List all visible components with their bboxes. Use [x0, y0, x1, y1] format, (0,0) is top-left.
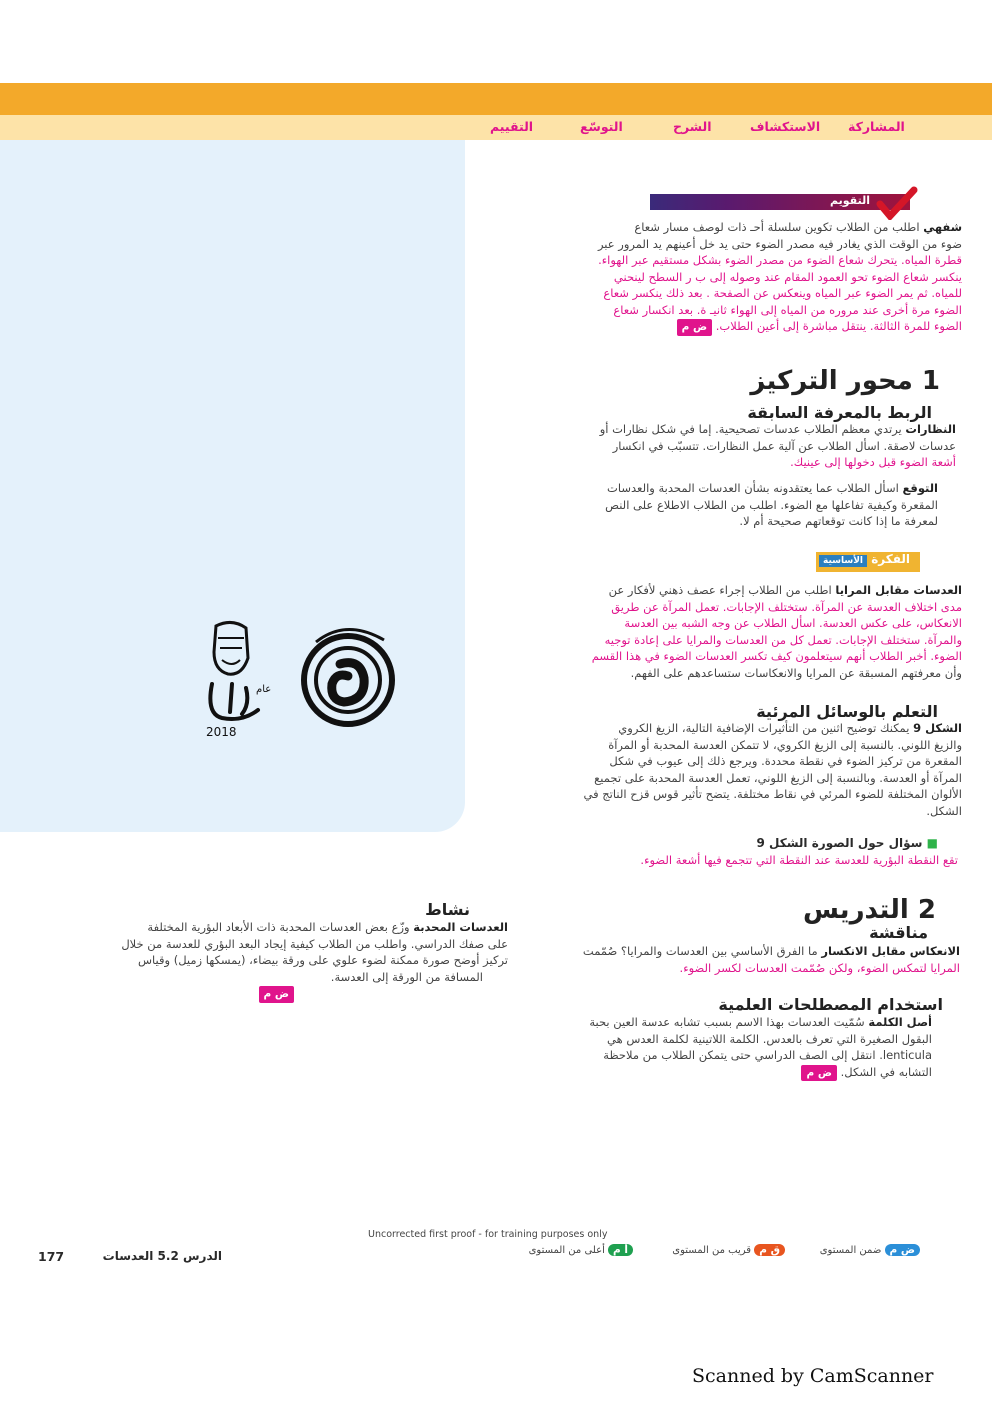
teach-number: 2 [917, 895, 936, 925]
prior-text [496, 421, 956, 471]
prior-lead: النظارات [905, 422, 956, 436]
predict-line: اسأل الطلاب عما يعتقدونه بشأن العدسات المحدبة والعدسات [607, 481, 899, 495]
page-number: 177 [38, 1249, 65, 1264]
predict-line: لمعرفة ما إذا كانت توقعاتهم صحيحة أم لا. [739, 514, 938, 528]
predict-lead: التوقع [902, 481, 938, 495]
prior-line: عدسات لاصقة. اسأل الطلاب عن آلية عمل النظارات. تتسبّب في انكسار [612, 438, 956, 453]
level-badge: ض م [259, 986, 294, 1003]
discussion-line: المرايا لتمكس الضوء، ولكن صُمّمت العدسات لكسر الضوء. [679, 960, 960, 975]
level-on-label: ضمن المستوى [819, 1245, 882, 1256]
figure-question-label: سؤال حول الصورة الشكل 9 [756, 836, 923, 850]
visual-line: الألوان المختلفة للضوء المرئي في نقاط مختلفة. يتضح تأثير قوس قزح الناتج في [583, 787, 962, 801]
top-banner [0, 83, 992, 115]
level-above-label: أعلى من المستوى [528, 1245, 605, 1256]
focus-title: محور التركيز [750, 366, 913, 396]
predict-line: المقعرة وكيفية تفاعلها مع الضوء. اطلب من الطلاب الاطلاع على النص [605, 497, 938, 512]
proof-notice: Uncorrected first proof - for training purposes only [368, 1229, 608, 1240]
terms-line: lenticula. انتقل إلى الصف الدراسي حتى يتمكن الطلاب من ملاحظة [603, 1048, 932, 1062]
terms-lead: أصل الكلمة [868, 1015, 932, 1029]
key-idea-label: الفكرة [871, 552, 910, 566]
activity-lead: العدسات المحدبة [413, 920, 508, 934]
level-badge: ض م [677, 319, 712, 336]
level-on-icon: ض م [885, 1244, 920, 1256]
terms-line: البقول الصغيرة التي تعرف بالعدس. الكلمة اللاتينية لكلمة العدس هي [607, 1031, 932, 1046]
discussion-lead: الانعكاس مقابل الانكسار [821, 944, 960, 958]
bullet-icon: ■ [926, 836, 938, 850]
teach-title: التدريس [803, 895, 909, 925]
predict-text [496, 480, 938, 530]
zayed-year-logo [202, 618, 282, 742]
focus-number: 1 [921, 366, 940, 396]
level-approaching-icon: ق م [754, 1244, 785, 1256]
nav-engage: المشاركة [848, 119, 905, 134]
figure-question-answer: تقع النقطة البؤرية للعدسة عند النقطة التي تتجمع فيها أشعة الضوء. [640, 853, 958, 867]
nav-evaluate: التقييم [490, 119, 534, 134]
nav-elaborate: التوسّع [580, 119, 623, 134]
svg-text:2018: 2018 [206, 725, 237, 739]
teach-heading [700, 895, 936, 925]
visual-line: المرآة أو العدسة. وبالنسبة إلى الزيغ اللوني، تعمل العدسة المحدبة على تجميع [594, 770, 962, 785]
terms-heading: استخدام المصطلحات العلمية [718, 995, 943, 1014]
discussion-text [500, 943, 960, 976]
discussion-heading: مناقشة [869, 923, 928, 942]
key-idea-sub: الأساسية [819, 555, 867, 567]
level-legend-on [800, 1244, 920, 1256]
idea-line: والمرآة. ستختلف الإجابات. تعمل كل من العدسات والمرايا على إعادة توجيه [604, 632, 962, 647]
assessment-line: ينكسر شعاع الضوء تحو العمود المقام عند وصوله إلى ب ر السطح لينحني [613, 269, 962, 284]
level-legend-approaching [640, 1244, 785, 1256]
assessment-line: اطلب من الطلاب تكوين سلسلة أحـ ذات لوصف مسار شعاع [634, 220, 920, 234]
assessment-line: الضوء مرة أخرى عند مروره من المياه إلى الهواء ثانيـ ة. بعد انكسار شعاع [613, 302, 962, 317]
level-legend-above [488, 1244, 633, 1256]
idea-line: الضوء. أخبر الطلاب أنهم سيتعلمون كيف تكسر العدسات الضوء في هذا القسم [591, 649, 962, 663]
fakhr-alwatan-stamp [286, 612, 402, 738]
assessment-line: الضوء للمرة الثالثة. ينتقل مباشرة إلى أعين الطلاب. [715, 319, 962, 333]
nav-explain: الشرح [673, 119, 712, 134]
lesson-label: الدرس 5.2 العدسات [102, 1249, 222, 1263]
visual-line: يمكنك توضيح اثنين من التأثيرات الإضافية التالية، الزيغ الكروي [618, 721, 910, 735]
key-idea-bar [816, 552, 920, 572]
assessment-line: ضوء من الوقت الذي يغادر فيه مصدر الضوء حتى يد خل أعينهم يد المرور عبر [597, 236, 962, 251]
idea-line: مدى اختلاف العدسة عن المرآة. ستختلف الإجابات. تعمل المرآة عن طريق [611, 599, 962, 614]
level-above-icon: أ م [608, 1244, 633, 1256]
visual-line: المقعرة من تركيز الضوء في نقطة محددة. ويرجع ذلك إلى عيوب في شكل [609, 754, 962, 768]
assessment-tag-label: التقويم [830, 194, 870, 207]
prior-line: يرتدي معظم الطلاب عدسات تصحيحية. إما في شكل نظارات أو [599, 422, 902, 436]
checkmark-icon [876, 186, 918, 220]
figure-question-title [640, 836, 938, 850]
visual-lead: الشكل 9 [913, 721, 962, 735]
assessment-lead: شفهي [923, 220, 962, 234]
assessment-text [500, 219, 962, 336]
scanner-watermark: Scanned by CamScanner [692, 1365, 934, 1387]
discussion-line: ما الفرق الأساسي بين العدسات والمرايا؟ صُمّمت [582, 944, 818, 958]
assessment-line: قطرة المياه. يتحرك شعاع الضوء من مصدر الضوء بشكل مستقيم عبر الهواء. [598, 253, 962, 267]
terms-text [496, 1014, 932, 1081]
level-badge: ض م [801, 1065, 836, 1082]
level-approaching-label: قريب من المستوى [672, 1245, 752, 1256]
lens-mirror-text [496, 582, 962, 681]
activity-line: تركيز أوضح صورة ممكنة لضوء علوي على ورقة بيضاء، (يمسكها زميل) وقياس [138, 953, 508, 967]
visual-line: والزيغ اللوني. بالنسبة إلى الزيغ الكروي، لا تتمكن العدسة المحدبة أو المرآة [608, 737, 962, 752]
visual-text [496, 720, 962, 819]
lens-mirror-lead: العدسات مقابل المرايا [835, 583, 962, 597]
terms-line: سُمّيت العدسات بهذا الاسم بسبب تشابه عدسة العين بحبة [589, 1015, 865, 1029]
activity-line: على صفك الدراسي. واطلب من الطلاب كيفية إيجاد البعد البؤري للعدسة من خلال [121, 936, 508, 951]
activity-line: المسافة من الورقة إلى العدسة. [330, 969, 483, 984]
idea-line: اطلب من الطلاب إجراء عصف ذهني لأفكار عن [608, 583, 832, 597]
idea-line: وأن معرفتهم المسبقة عن المرايا والانعكاسات ستساعدهم على الفهم. [630, 665, 962, 680]
prior-heading: الربط بالمعرفة السابقة [747, 403, 932, 422]
assessment-line: للمياه. ثم يمر الضوء عبر المياه وينعكس عن الصفحة . بعد ذلك ينكسر شعاع [603, 286, 962, 300]
visual-heading: التعلم بالوسائل المرئية [756, 702, 938, 721]
visual-line: الشكل. [926, 803, 962, 818]
assessment-tag [650, 194, 910, 210]
terms-line: التشابه في الشكل. [840, 1064, 932, 1079]
activity-text [30, 919, 508, 1003]
svg-text:عام: عام [256, 684, 272, 695]
activity-title: نشاط [425, 900, 470, 919]
focus-heading [640, 366, 940, 396]
activity-line: وزّع بعض العدسات المحدبة ذات الأبعاد البؤرية المختلفة [147, 920, 410, 934]
prior-line: أشعة الضوء قبل دخولها إلى عينيك. [790, 455, 956, 469]
nav-explore: الاستكشاف [750, 119, 821, 134]
idea-line: الانعكاس، على عكس العدسة. اسأل الطلاب عن وجه الشبه بين العدسة [624, 616, 962, 630]
